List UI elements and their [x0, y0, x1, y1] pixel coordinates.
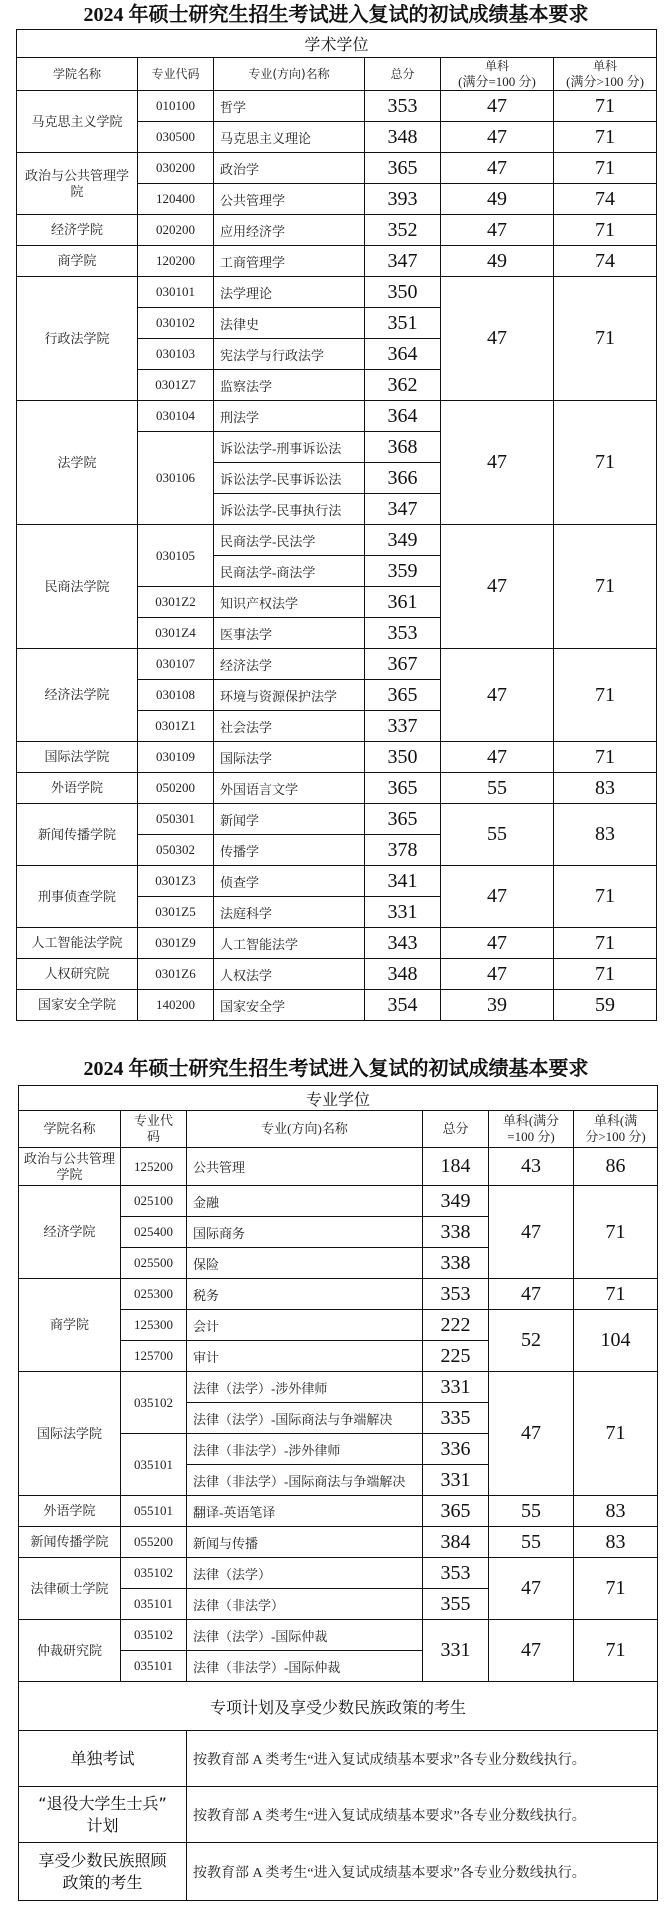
- major-cell: 金融: [187, 1186, 423, 1217]
- total-cell: 349: [423, 1186, 489, 1217]
- header-single-over-100: 单科 (满分>100 分): [554, 58, 657, 91]
- college-cell: 民商法学院: [17, 525, 138, 649]
- single-over-100-cell: 71: [554, 401, 657, 525]
- single-100-cell: 52: [489, 1310, 574, 1372]
- major-cell: 法庭科学: [214, 897, 365, 928]
- total-cell: 331: [423, 1620, 489, 1682]
- single-100-cell: 55: [441, 773, 554, 804]
- single-100-cell: 47: [441, 215, 554, 246]
- header-code: 专业代码: [138, 58, 214, 91]
- section-header-professional: 专业学位: [19, 1086, 658, 1111]
- table-row: [17, 215, 657, 246]
- major-cell: 社会法学: [214, 711, 365, 742]
- code-cell: 120400: [138, 184, 214, 215]
- header-single-100: 单科(满分 =100 分): [489, 1111, 574, 1148]
- single-100-cell: 43: [489, 1148, 574, 1186]
- major-cell: 诉讼法学-民事诉讼法: [214, 463, 365, 494]
- table-row: [19, 1527, 658, 1558]
- major-cell: 法律史: [214, 308, 365, 339]
- major-cell: 应用经济学: [214, 215, 365, 246]
- table-row: [19, 1372, 658, 1403]
- table-row: [19, 1620, 658, 1651]
- single-100-cell: 47: [441, 866, 554, 928]
- single-over-100-cell: 71: [554, 649, 657, 742]
- total-cell: 331: [423, 1372, 489, 1403]
- single-over-100-cell: 74: [554, 184, 657, 215]
- table-row: [17, 928, 657, 959]
- code-cell: 125200: [121, 1148, 187, 1186]
- code-cell: 025400: [121, 1217, 187, 1248]
- college-cell: 新闻传播学院: [17, 804, 138, 866]
- major-cell: 宪法学与行政法学: [214, 339, 365, 370]
- single-100-cell: 47: [441, 649, 554, 742]
- code-cell: 125700: [121, 1341, 187, 1372]
- single-over-100-cell: 71: [554, 928, 657, 959]
- special-plan-header: 专项计划及享受少数民族政策的考生: [19, 1682, 658, 1731]
- single-over-100-cell: 71: [554, 959, 657, 990]
- total-cell: 347: [365, 494, 441, 525]
- major-cell: 会计: [187, 1310, 423, 1341]
- total-cell: 354: [365, 990, 441, 1021]
- total-cell: 336: [423, 1434, 489, 1465]
- single-over-100-cell: 71: [554, 91, 657, 122]
- college-cell: 商学院: [19, 1279, 121, 1372]
- single-100-cell: 47: [441, 959, 554, 990]
- college-cell: 外语学院: [17, 773, 138, 804]
- total-cell: 331: [365, 897, 441, 928]
- major-cell: 侦查学: [214, 866, 365, 897]
- single-over-100-cell: 71: [554, 153, 657, 184]
- single-100-cell: 47: [441, 525, 554, 649]
- code-cell: 0301Z7: [138, 370, 214, 401]
- single-100-cell: 49: [441, 184, 554, 215]
- single-over-100-cell: 71: [554, 122, 657, 153]
- single-100-cell: 47: [489, 1558, 574, 1620]
- major-cell: 法律（法学）: [187, 1558, 423, 1589]
- major-cell: 审计: [187, 1341, 423, 1372]
- college-cell: 国家安全学院: [17, 990, 138, 1021]
- code-cell: 0301Z2: [138, 587, 214, 618]
- table2-title: 2024 年硕士研究生招生考试进入复试的初试成绩基本要求: [83, 1058, 589, 1080]
- table-row: [17, 401, 657, 432]
- total-cell: 222: [423, 1310, 489, 1341]
- single-over-100-cell: 71: [554, 525, 657, 649]
- code-cell: 120200: [138, 246, 214, 277]
- single-100-cell: 47: [489, 1620, 574, 1682]
- table-row: [19, 1279, 658, 1310]
- total-cell: 337: [365, 711, 441, 742]
- college-cell: 政治与公共管理学院: [17, 153, 138, 215]
- single-over-100-cell: 74: [554, 246, 657, 277]
- single-100-cell: 47: [441, 928, 554, 959]
- code-cell: 055101: [121, 1496, 187, 1527]
- single-100-cell: 55: [441, 804, 554, 866]
- major-cell: 法律（非法学）: [187, 1589, 423, 1620]
- single-100-cell: 47: [489, 1372, 574, 1496]
- table-row: [19, 1496, 658, 1527]
- total-cell: 366: [365, 463, 441, 494]
- total-cell: 352: [365, 215, 441, 246]
- code-cell: 025500: [121, 1248, 187, 1279]
- college-cell: 国际法学院: [19, 1372, 121, 1496]
- college-cell: 刑事侦查学院: [17, 866, 138, 928]
- single-over-100-cell: 83: [574, 1527, 658, 1558]
- code-cell: 025300: [121, 1279, 187, 1310]
- total-cell: 361: [365, 587, 441, 618]
- code-cell: 0301Z5: [138, 897, 214, 928]
- total-cell: 348: [365, 959, 441, 990]
- total-cell: 367: [365, 649, 441, 680]
- code-cell: 050302: [138, 835, 214, 866]
- major-cell: 国际法学: [214, 742, 365, 773]
- total-cell: 362: [365, 370, 441, 401]
- code-cell: 140200: [138, 990, 214, 1021]
- single-over-100-cell: 83: [574, 1496, 658, 1527]
- single-over-100-cell: 71: [554, 215, 657, 246]
- total-cell: 364: [365, 401, 441, 432]
- college-cell: 经济学院: [19, 1186, 121, 1279]
- major-cell: 法学理论: [214, 277, 365, 308]
- major-cell: 环境与资源保护法学: [214, 680, 365, 711]
- header-code: 专业代 码: [121, 1111, 187, 1148]
- college-cell: 经济学院: [17, 215, 138, 246]
- table-row: [17, 525, 657, 556]
- header-college: 学院名称: [19, 1111, 121, 1148]
- academic-degree-table: [16, 29, 657, 1021]
- total-cell: 349: [365, 525, 441, 556]
- code-cell: 035101: [121, 1589, 187, 1620]
- major-cell: 法律（非法学）-国际商法与争端解决: [187, 1465, 423, 1496]
- code-cell: 020200: [138, 215, 214, 246]
- code-cell: 050301: [138, 804, 214, 835]
- major-cell: 新闻学: [214, 804, 365, 835]
- major-cell: 马克思主义理论: [214, 122, 365, 153]
- total-cell: 365: [365, 680, 441, 711]
- college-cell: 人工智能法学院: [17, 928, 138, 959]
- single-100-cell: 55: [489, 1527, 574, 1558]
- major-cell: 保险: [187, 1248, 423, 1279]
- code-cell: 055200: [121, 1527, 187, 1558]
- special-row: [19, 1787, 658, 1843]
- college-cell: 马克思主义学院: [17, 91, 138, 153]
- total-cell: 368: [365, 432, 441, 463]
- college-cell: 国际法学院: [17, 742, 138, 773]
- major-cell: 工商管理学: [214, 246, 365, 277]
- code-cell: 030105: [138, 525, 214, 587]
- college-cell: 人权研究院: [17, 959, 138, 990]
- total-cell: 359: [365, 556, 441, 587]
- major-cell: 公共管理学: [214, 184, 365, 215]
- major-cell: 新闻与传播: [187, 1527, 423, 1558]
- code-cell: 025100: [121, 1186, 187, 1217]
- total-cell: 184: [423, 1148, 489, 1186]
- college-cell: 政治与公共管理学院: [19, 1148, 121, 1186]
- major-cell: 国家安全学: [214, 990, 365, 1021]
- total-cell: 384: [423, 1527, 489, 1558]
- table-row: [17, 742, 657, 773]
- total-cell: 365: [365, 773, 441, 804]
- major-cell: 人权法学: [214, 959, 365, 990]
- header-total: 总分: [365, 58, 441, 91]
- special-label-cell: 单独考试: [19, 1731, 187, 1787]
- single-over-100-cell: 83: [554, 773, 657, 804]
- table-row: [17, 153, 657, 184]
- major-cell: 法律（非法学）-涉外律师: [187, 1434, 423, 1465]
- special-row: [19, 1731, 658, 1787]
- major-cell: 法律（法学）-国际仲裁: [187, 1620, 423, 1651]
- single-100-cell: 49: [441, 246, 554, 277]
- single-100-cell: 47: [441, 277, 554, 401]
- code-cell: 030500: [138, 122, 214, 153]
- college-cell: 仲裁研究院: [19, 1620, 121, 1682]
- single-100-cell: 55: [489, 1496, 574, 1527]
- major-cell: 民商法学-商法学: [214, 556, 365, 587]
- total-cell: 331: [423, 1465, 489, 1496]
- single-over-100-cell: 71: [574, 1186, 658, 1279]
- total-cell: 378: [365, 835, 441, 866]
- single-over-100-cell: 86: [574, 1148, 658, 1186]
- college-cell: 外语学院: [19, 1496, 121, 1527]
- major-cell: 法律（非法学）-国际仲裁: [187, 1651, 423, 1682]
- table-row: [17, 91, 657, 122]
- college-cell: 新闻传播学院: [19, 1527, 121, 1558]
- total-cell: 364: [365, 339, 441, 370]
- section-header-academic: 学术学位: [17, 30, 657, 58]
- major-cell: 翻译-英语笔译: [187, 1496, 423, 1527]
- single-over-100-cell: 71: [554, 866, 657, 928]
- single-100-cell: 39: [441, 990, 554, 1021]
- table-row: [17, 804, 657, 835]
- college-cell: 经济法学院: [17, 649, 138, 742]
- code-cell: 030107: [138, 649, 214, 680]
- single-over-100-cell: 71: [554, 742, 657, 773]
- table-row: [17, 246, 657, 277]
- single-over-100-cell: 104: [574, 1310, 658, 1372]
- header-total: 总分: [423, 1111, 489, 1148]
- major-cell: 公共管理: [187, 1148, 423, 1186]
- major-cell: 国际商务: [187, 1217, 423, 1248]
- single-over-100-cell: 71: [554, 277, 657, 401]
- total-cell: 365: [423, 1496, 489, 1527]
- professional-degree-table: [18, 1085, 658, 1901]
- major-cell: 诉讼法学-民事执行法: [214, 494, 365, 525]
- code-cell: 035102: [121, 1372, 187, 1434]
- code-cell: 0301Z4: [138, 618, 214, 649]
- total-cell: 353: [365, 91, 441, 122]
- total-cell: 338: [423, 1217, 489, 1248]
- total-cell: 343: [365, 928, 441, 959]
- code-cell: 0301Z3: [138, 866, 214, 897]
- total-cell: 353: [423, 1558, 489, 1589]
- special-row: [19, 1843, 658, 1901]
- total-cell: 335: [423, 1403, 489, 1434]
- single-over-100-cell: 71: [574, 1558, 658, 1620]
- total-cell: 365: [365, 153, 441, 184]
- table-row: [19, 1558, 658, 1589]
- code-cell: 030200: [138, 153, 214, 184]
- code-cell: 035102: [121, 1558, 187, 1589]
- total-cell: 341: [365, 866, 441, 897]
- total-cell: 350: [365, 277, 441, 308]
- college-cell: 法学院: [17, 401, 138, 525]
- code-cell: 030101: [138, 277, 214, 308]
- special-label-cell: “退役大学生士兵” 计划: [19, 1787, 187, 1843]
- header-single-over-100: 单科(满 分>100 分): [574, 1111, 658, 1148]
- code-cell: 030103: [138, 339, 214, 370]
- code-cell: 010100: [138, 91, 214, 122]
- table-row: [17, 773, 657, 804]
- major-cell: 哲学: [214, 91, 365, 122]
- major-cell: 传播学: [214, 835, 365, 866]
- total-cell: 365: [365, 804, 441, 835]
- college-cell: 行政法学院: [17, 277, 138, 401]
- single-over-100-cell: 83: [554, 804, 657, 866]
- code-cell: 030104: [138, 401, 214, 432]
- total-cell: 350: [365, 742, 441, 773]
- special-label-cell: 享受少数民族照顾 政策的考生: [19, 1843, 187, 1901]
- special-rule-cell: 按教育部 A 类考生“进入复试成绩基本要求”各专业分数线执行。: [187, 1731, 658, 1787]
- code-cell: 030108: [138, 680, 214, 711]
- total-cell: 353: [365, 618, 441, 649]
- header-major: 专业(方向)名称: [214, 58, 365, 91]
- major-cell: 外国语言文学: [214, 773, 365, 804]
- code-cell: 035101: [121, 1651, 187, 1682]
- single-over-100-cell: 71: [574, 1279, 658, 1310]
- code-cell: 0301Z9: [138, 928, 214, 959]
- table-row: [17, 990, 657, 1021]
- single-over-100-cell: 59: [554, 990, 657, 1021]
- single-100-cell: 47: [441, 91, 554, 122]
- table-row: [17, 649, 657, 680]
- special-rule-cell: 按教育部 A 类考生“进入复试成绩基本要求”各专业分数线执行。: [187, 1843, 658, 1901]
- code-cell: 030106: [138, 432, 214, 525]
- header-college: 学院名称: [17, 58, 138, 91]
- total-cell: 338: [423, 1248, 489, 1279]
- code-cell: 030109: [138, 742, 214, 773]
- table-row: [17, 959, 657, 990]
- table1-title: 2024 年硕士研究生招生考试进入复试的初试成绩基本要求: [83, 4, 589, 26]
- code-cell: 050200: [138, 773, 214, 804]
- single-over-100-cell: 71: [574, 1620, 658, 1682]
- major-cell: 民商法学-民法学: [214, 525, 365, 556]
- table-row: [19, 1186, 658, 1217]
- total-cell: 351: [365, 308, 441, 339]
- major-cell: 法律（法学）-国际商法与争端解决: [187, 1403, 423, 1434]
- single-100-cell: 47: [489, 1279, 574, 1310]
- total-cell: 347: [365, 246, 441, 277]
- major-cell: 政治学: [214, 153, 365, 184]
- major-cell: 知识产权法学: [214, 587, 365, 618]
- college-cell: 法律硕士学院: [19, 1558, 121, 1620]
- single-over-100-cell: 71: [574, 1372, 658, 1496]
- single-100-cell: 47: [441, 742, 554, 773]
- major-cell: 诉讼法学-刑事诉讼法: [214, 432, 365, 463]
- special-rule-cell: 按教育部 A 类考生“进入复试成绩基本要求”各专业分数线执行。: [187, 1787, 658, 1843]
- code-cell: 035102: [121, 1620, 187, 1651]
- college-cell: 商学院: [17, 246, 138, 277]
- header-major: 专业(方向)名称: [187, 1111, 423, 1148]
- total-cell: 355: [423, 1589, 489, 1620]
- code-cell: 035101: [121, 1434, 187, 1496]
- major-cell: 经济法学: [214, 649, 365, 680]
- major-cell: 法律（法学）-涉外律师: [187, 1372, 423, 1403]
- single-100-cell: 47: [441, 401, 554, 525]
- code-cell: 0301Z1: [138, 711, 214, 742]
- code-cell: 0301Z6: [138, 959, 214, 990]
- code-cell: 125300: [121, 1310, 187, 1341]
- major-cell: 监察法学: [214, 370, 365, 401]
- code-cell: 030102: [138, 308, 214, 339]
- header-single-100: 单科 (满分=100 分): [441, 58, 554, 91]
- major-cell: 税务: [187, 1279, 423, 1310]
- total-cell: 353: [423, 1279, 489, 1310]
- table-row: [17, 866, 657, 897]
- major-cell: 刑法学: [214, 401, 365, 432]
- single-100-cell: 47: [441, 153, 554, 184]
- major-cell: 人工智能法学: [214, 928, 365, 959]
- table-row: [17, 277, 657, 308]
- total-cell: 225: [423, 1341, 489, 1372]
- major-cell: 医事法学: [214, 618, 365, 649]
- single-100-cell: 47: [441, 122, 554, 153]
- table-row: [19, 1148, 658, 1186]
- total-cell: 348: [365, 122, 441, 153]
- single-100-cell: 47: [489, 1186, 574, 1279]
- total-cell: 393: [365, 184, 441, 215]
